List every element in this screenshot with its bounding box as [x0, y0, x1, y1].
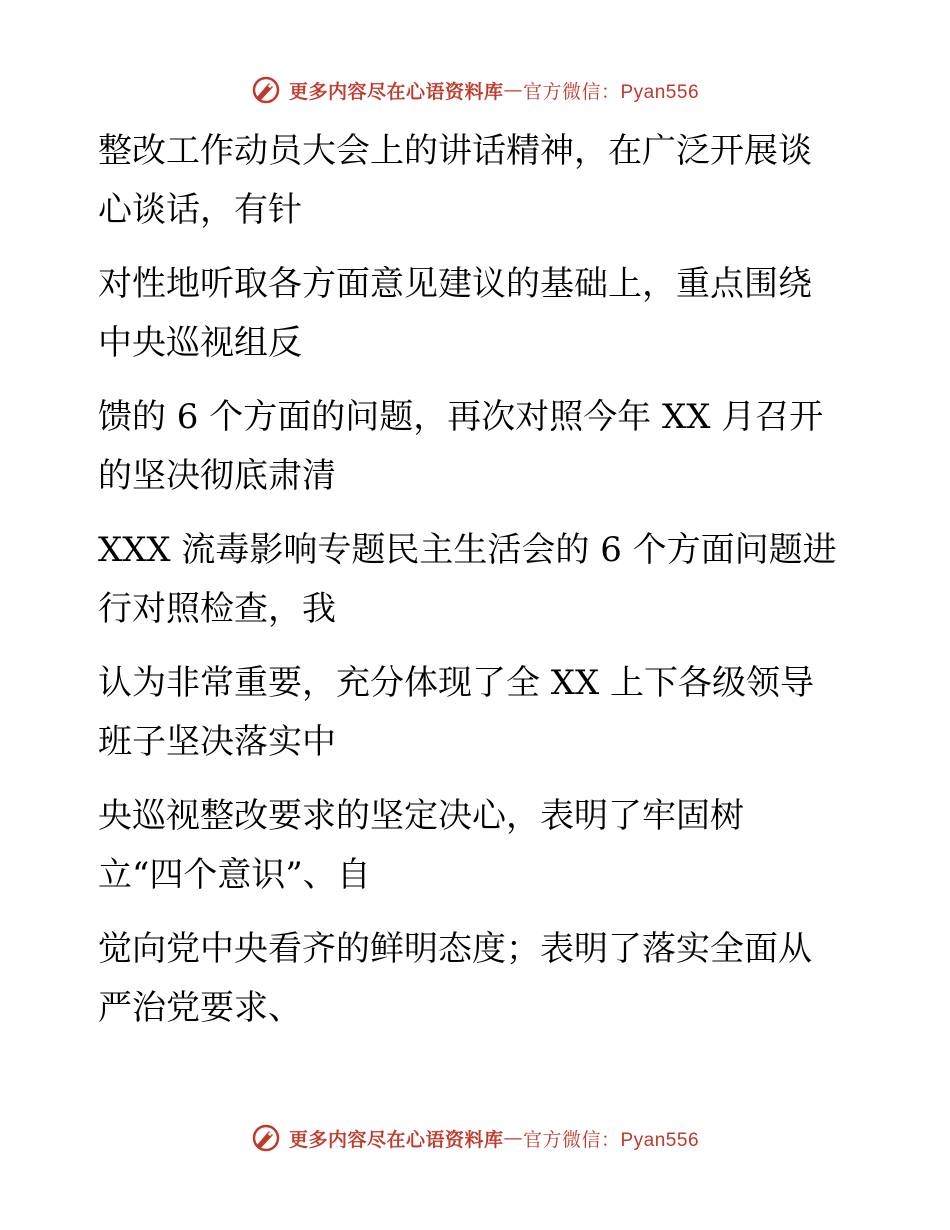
header-banner-main-text: 更多内容尽在心语资料库: [288, 80, 504, 103]
paragraph: [98, 920, 858, 1038]
paragraph-line: 心谈话，有针: [98, 190, 302, 230]
paragraph-line: 行对照检查，我: [98, 589, 336, 629]
footer-banner-wechat-text: 官方微信：Pyan556: [523, 1129, 700, 1151]
paragraph-line: 立“四个意识”、自: [98, 855, 371, 895]
paragraph-line: 觉向党中央看齐的鲜明态度；表明了落实全面从: [98, 929, 812, 969]
footer-banner-main-text: 更多内容尽在心语资料库: [288, 1128, 504, 1151]
footer-watermark-banner: [0, 1118, 950, 1158]
header-banner-wechat-text: 官方微信：Pyan556: [523, 81, 700, 103]
paragraph: [98, 521, 858, 639]
paragraph: [98, 255, 858, 373]
paragraph-line: 馈的 6 个方面的问题，再次对照今年 XX 月召开: [98, 397, 824, 437]
pen-nib-logo-icon: [251, 1123, 281, 1153]
paragraph-line: 严治党要求、: [98, 988, 302, 1028]
paragraph-line: XXX 流毒影响专题民主生活会的 6 个方面问题进: [98, 530, 837, 570]
paragraph-line: 的坚决彻底肃清: [98, 456, 336, 496]
paragraph: [98, 122, 858, 240]
footer-banner-dash: —: [503, 1127, 523, 1149]
paragraph: [98, 787, 858, 905]
document-body: [98, 122, 858, 1038]
paragraph: [98, 388, 858, 506]
header-watermark-banner: [0, 70, 950, 110]
paragraph-line: 央巡视整改要求的坚定决心，表明了牢固树: [98, 796, 744, 836]
paragraph-line: 认为非常重要，充分体现了全 XX 上下各级领导: [98, 663, 815, 703]
paragraph-line: 中央巡视组反: [98, 323, 302, 363]
pen-nib-logo-icon: [251, 75, 281, 105]
paragraph-line: 对性地听取各方面意见建议的基础上，重点围绕: [98, 264, 812, 304]
paragraph-line: 班子坚决落实中: [98, 722, 336, 762]
paragraph: [98, 654, 858, 772]
header-banner-dash: —: [503, 79, 523, 101]
paragraph-line: 整改工作动员大会上的讲话精神，在广泛开展谈: [98, 131, 812, 171]
